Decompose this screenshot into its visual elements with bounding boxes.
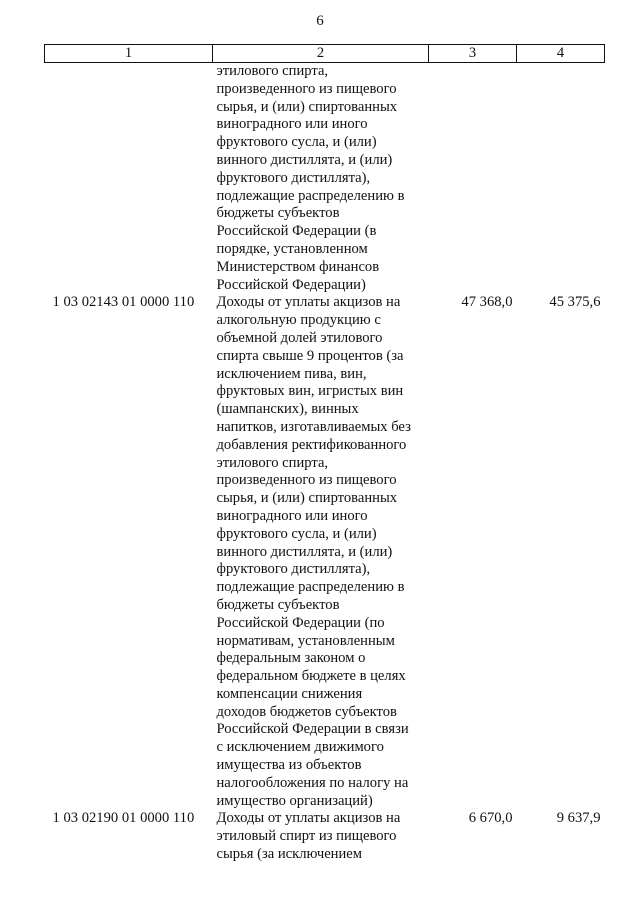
table-body [45, 63, 605, 864]
table-row [45, 63, 605, 295]
column-header-2: 2 [213, 45, 429, 63]
table-header [45, 45, 605, 63]
header-row [45, 45, 605, 63]
revenue-name-cell: Доходы от уплаты акцизов на алкогольную продукцию с объемной долей этилового спирта свыше 9 процентов (за исключением пива, вин, фруктовых вин, игристых вин (шампанских), винных напитков, изготавливаемых без добавления ректификованного этилового спирта, произведенного из пищевого сырья, и (или) спиртованных виноградного или иного фруктового сусла, и (или) винного дистиллята, и (или) фруктового дистиллята), подлежащие распределению в бюджеты субъектов Российской Федерации (по нормативам, установленным федеральным законом о федеральном бюджете в целях компенсации снижения доходов бюджетов субъектов Российской Федерации в связи с исключением движимого имущества из объектов налогообложения по налогу на имущество организаций) [216, 294, 411, 809]
table-row [45, 294, 605, 810]
page-number: 6 [316, 13, 324, 29]
value-col4-cell: 9 637,9 [556, 810, 601, 827]
table-row [45, 810, 605, 863]
value-col4-cell [517, 63, 605, 295]
budget-code-cell [45, 63, 213, 295]
value-col3-cell: 6 670,0 [468, 810, 513, 827]
value-col3-cell [429, 63, 517, 295]
value-col3-cell: 47 368,0 [461, 294, 513, 311]
column-header-3: 3 [429, 45, 517, 63]
budget-code-cell: 1 03 02190 01 0000 110 [52, 810, 195, 827]
revenue-name-cell: Доходы от уплаты акцизов на этиловый спирт из пищевого сырья (за исключением [216, 810, 401, 863]
revenue-name-cell: этилового спирта, произведенного из пищевого сырья, и (или) спиртованных виноградного или иного фруктового сусла, и (или) винного дистиллята, и (или) фруктового дистиллята), подлежащие распределению в бюджеты субъектов Российской Федерации (в порядке, установленном Министерством финансов Российской Федерации) [216, 63, 405, 293]
budget-code-cell: 1 03 02143 01 0000 110 [52, 294, 195, 311]
column-header-4: 4 [517, 45, 605, 63]
revenue-table [44, 44, 605, 864]
value-col4-cell: 45 375,6 [549, 294, 601, 311]
column-header-1: 1 [45, 45, 213, 63]
